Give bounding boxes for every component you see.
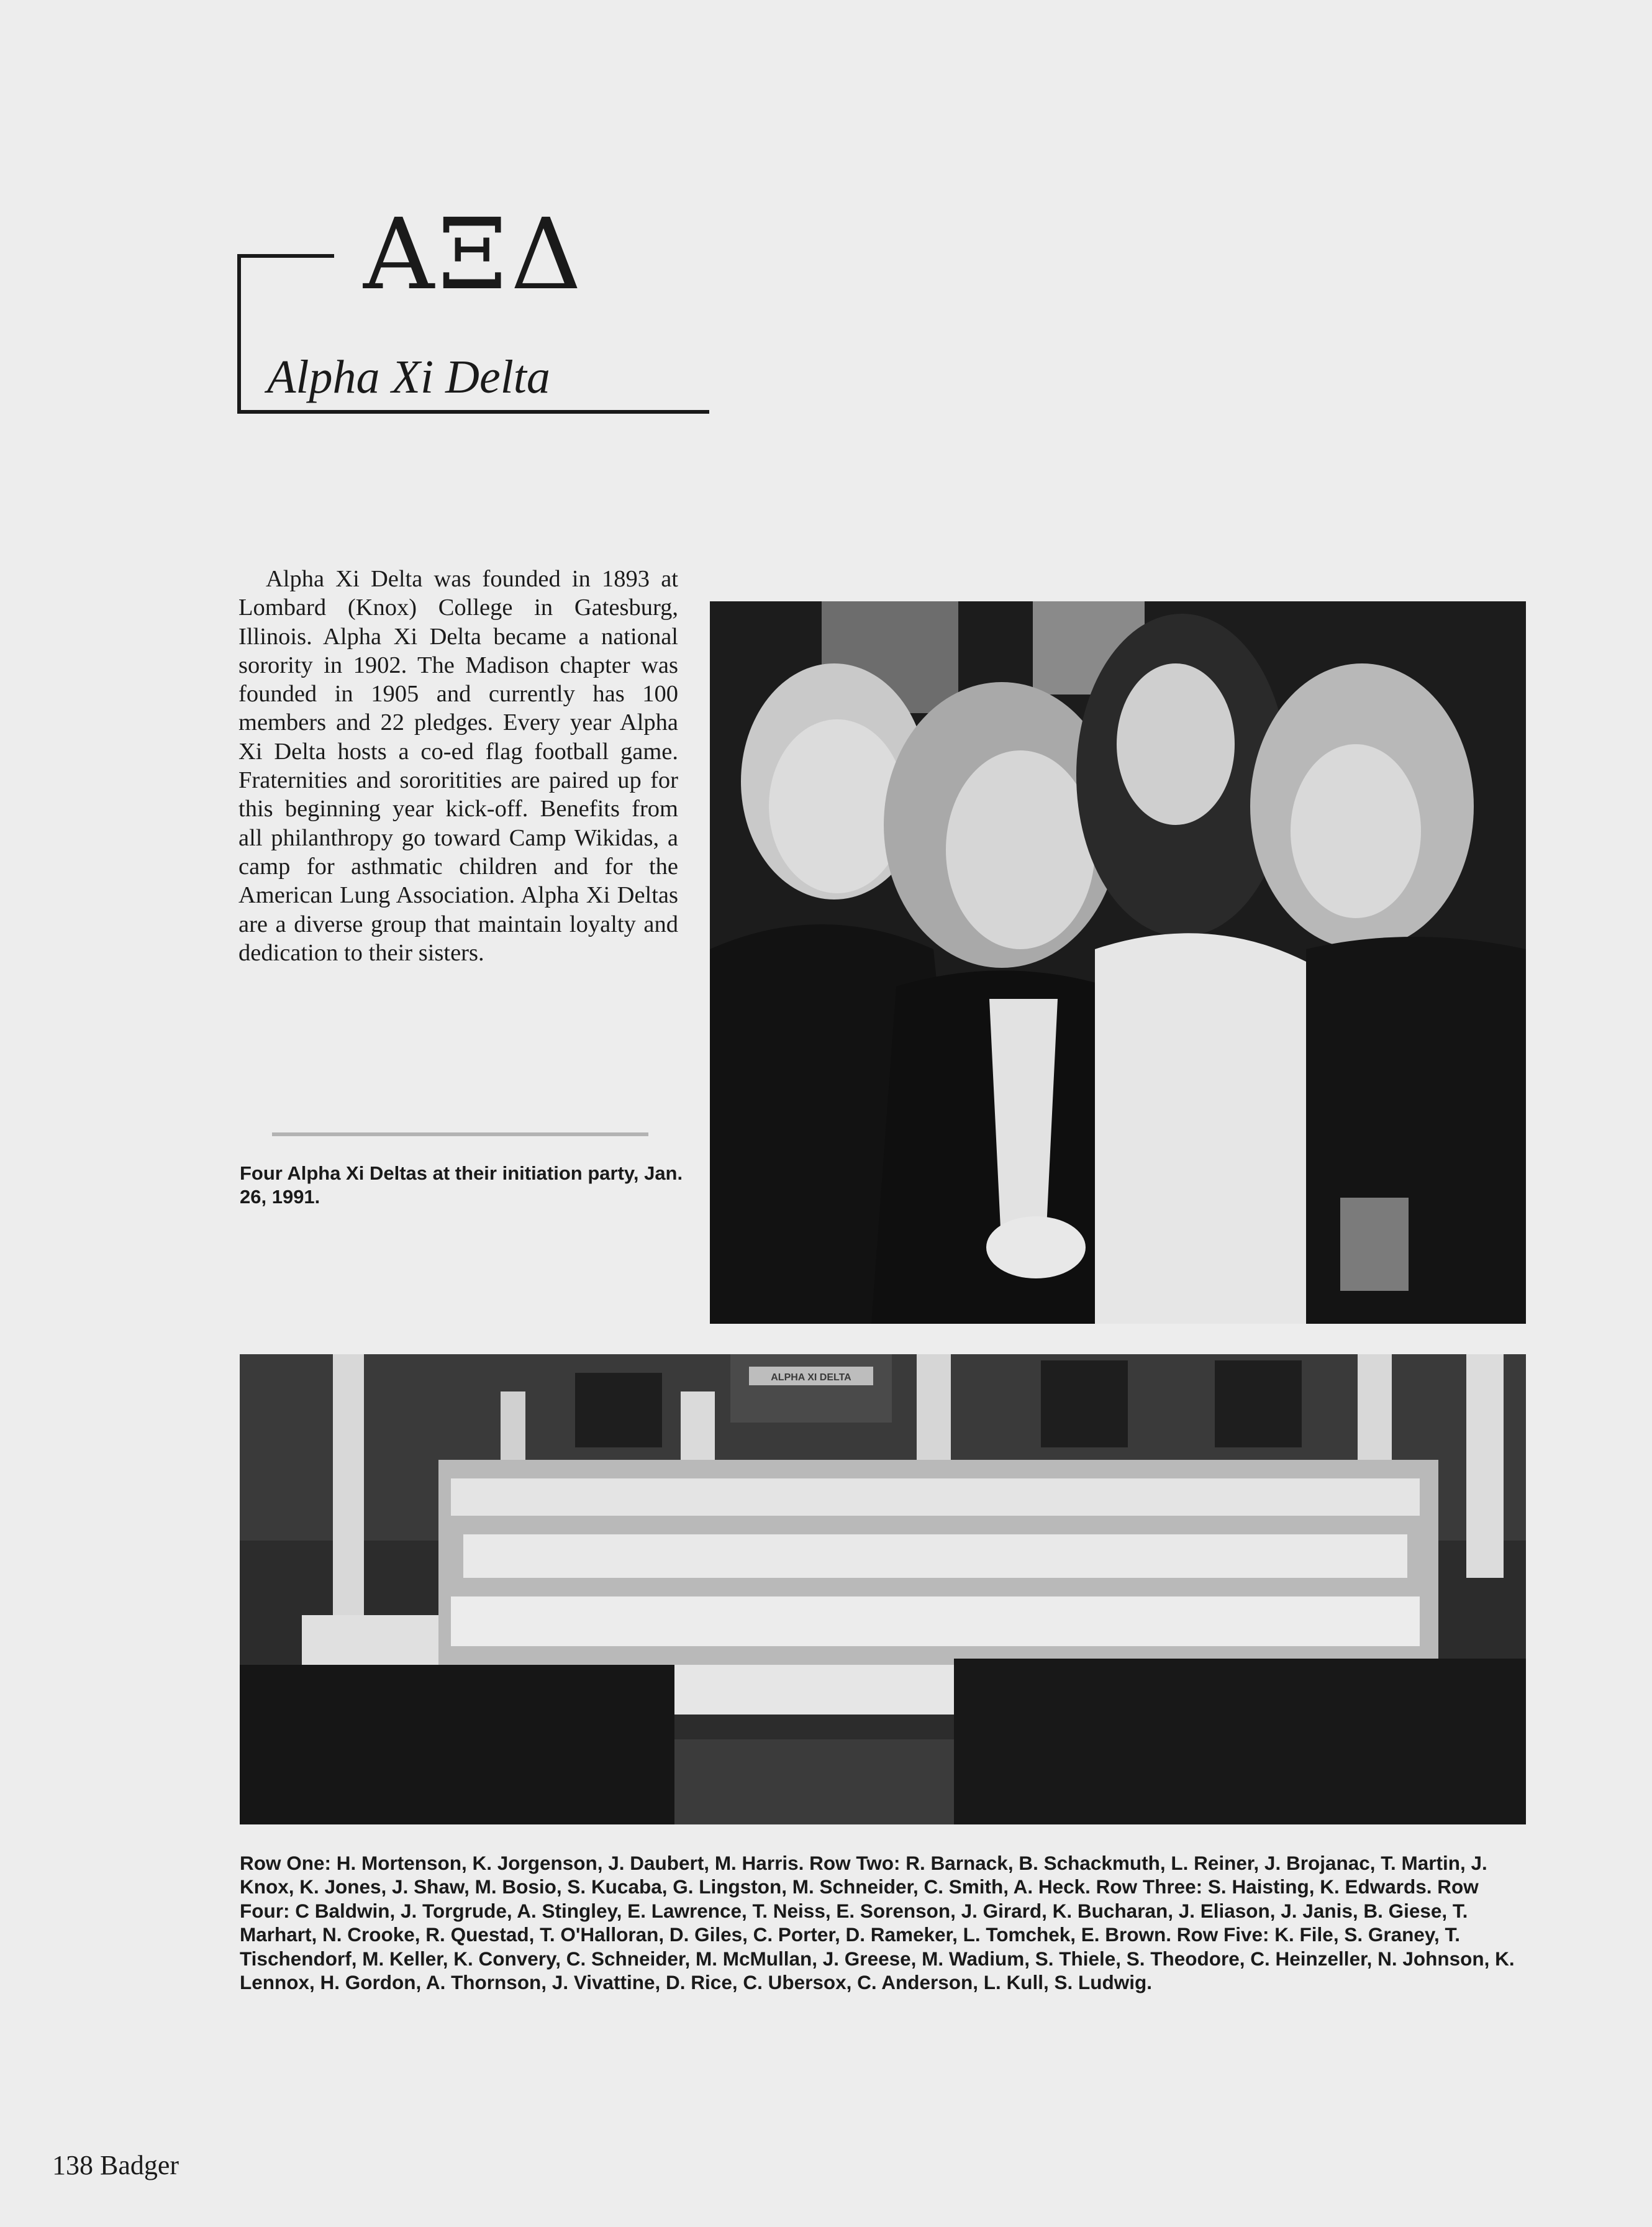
article-body: Alpha Xi Delta was founded in 1893 at Lombard (Knox) College in Gatesburg, Illinois. Alpha Xi Delta became a national sorority in 1902. The Madison chapter was founded in 1905 and currently has 100 members and 22 pledges. Every year Alpha Xi Delta hosts a co-ed flag football game. Fraternities and sororitities are paired up for this beginning year kick-off. Benefits from all philanthropy go toward Camp Wikidas, a camp for asthmatic children and for the American Lung Association. Alpha Xi Deltas are a diverse group that maintain loyalty and dedication to their sisters. <box>238 566 678 966</box>
house-sign-text: ALPHA XI DELTA <box>771 1372 851 1383</box>
header-bracket-left <box>237 254 241 414</box>
header-bracket-top <box>237 254 334 258</box>
group-portrait-photo <box>240 1354 1526 1824</box>
greek-letters-heading: ΑΞΔ <box>363 198 586 312</box>
page-folio: 138 Badger <box>52 2150 179 2180</box>
group-photo-caption: Row One: H. Mortenson, K. Jorgenson, J. Daubert, M. Harris. Row Two: R. Barnack, B. Schackmuth, L. Reiner, J. Brojanac, T. Martin, J. Knox, K. Jones, J. Shaw, M. Bosio, S. Kucaba, G. Lingston, M. Schneider, C. Smith, A. Heck. Row Three: S. Haisting, K. Edwards. Row Four: C Baldwin, J. Torgrude, A. Stingley, E. Lawrence, T. Neiss, E. Sorenson, J. Girard, K. Bucharan, J. Eliason, J. Janis, B. Giese, T. Marhart, N. Crooke, R. Questad, T. O'Halloran, D. Giles, C. Porter, D. Rameker, L. Tomchek, E. Brown. Row Five: K. File, S. Graney, T. Tischendorf, M. Keller, K. Convery, C. Schneider, M. McMullan, J. Greese, M. Wadium, S. Thiele, S. Theodore, C. Heinzeller, N. Johnson, K. Lennox, H. Gordon, A. Thornson, J. Vivattine, D. Rice, C. Ubersox, C. Anderson, L. Kull, S. Ludwig. <box>240 1852 1515 1994</box>
caption-divider <box>272 1132 648 1136</box>
header-bracket-bottom <box>237 410 709 414</box>
initiation-party-photo <box>710 601 1526 1324</box>
chapter-name-heading: Alpha Xi Delta <box>267 351 550 403</box>
initiation-photo-caption: Four Alpha Xi Deltas at their initiation party, Jan. 26, 1991. <box>240 1162 683 1208</box>
